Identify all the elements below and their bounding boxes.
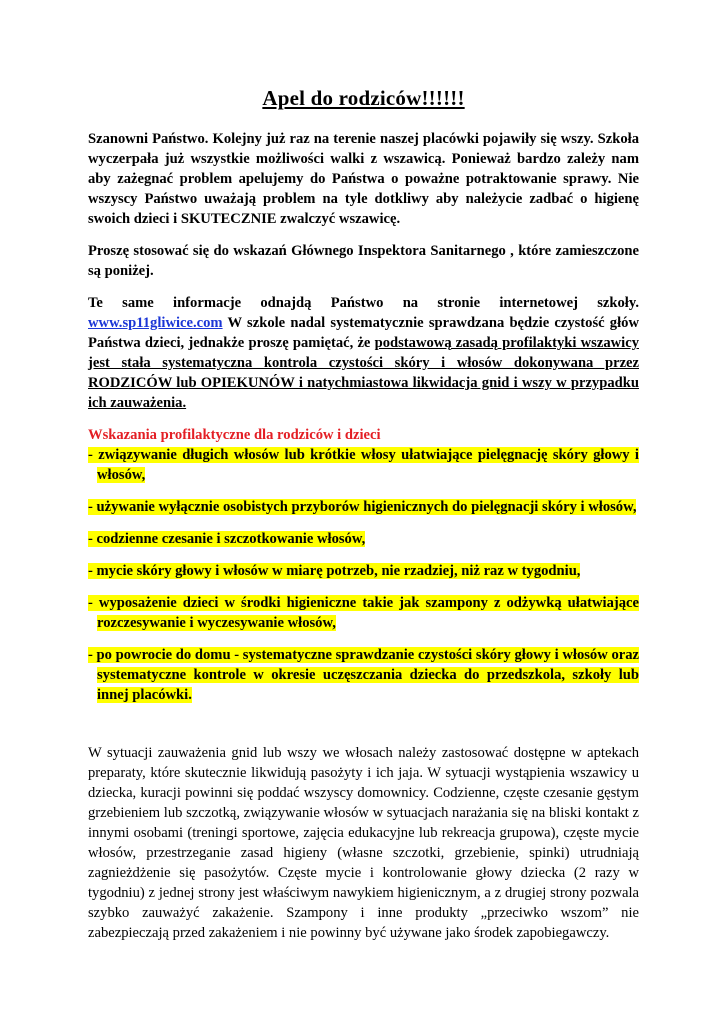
guideline-item-text: - wyposażenie dzieci w środki higieniczne takie jak szampony z odżywką ułatwiające rozczesywanie i wyczesywanie włosów, — [88, 595, 639, 631]
website-middle: W szkole nadal systematycznie sprawdzana będzie czystość głów Państwa dzieci, jednakże proszę pamiętać, że — [88, 315, 639, 351]
website-paragraph — [88, 293, 639, 413]
guideline-item-text: - po powrocie do domu - systematyczne sprawdzanie czystości skóry głowy i włosów oraz systematyczne kontrole w okresie uczęszczania dziecka do przedszkola, szkoły lub innej placówki. — [88, 647, 639, 703]
guidelines-heading: Wskazania profilaktyczne dla rodziców i dzieci — [88, 427, 381, 443]
guideline-item — [88, 497, 639, 517]
gis-paragraph: Proszę stosować się do wskazań Głównego Inspektora Sanitarnego , które zamieszczone są poniżej. — [88, 243, 639, 279]
guideline-item-text: - związywanie długich włosów lub krótkie włosy ułatwiające pielęgnację skóry głowy i włosów, — [88, 447, 639, 483]
guideline-item — [88, 645, 639, 705]
guideline-item — [88, 529, 639, 549]
guideline-item — [88, 445, 639, 485]
key-rule-text: podstawową zasadą profilaktyki wszawicy jest stała systematyczna kontrola czystości skóry i włosów dokonywana przez RODZICÓW lub OPIEKUNÓW i natychmiastowa likwidacja gnid i wszy w przypadku ich zauważenia. — [88, 335, 639, 411]
document-body — [88, 86, 639, 943]
guideline-item — [88, 561, 639, 581]
guideline-item — [88, 593, 639, 633]
guideline-item-text: - codzienne czesanie i szczotkowanie włosów, — [88, 531, 366, 547]
intro-paragraph: Szanowni Państwo. Kolejny już raz na terenie naszej placówki pojawiły się wszy. Szkoła wyczerpała już wszystkie możliwości walki z wszawicą. Ponieważ bardzo zależy nam aby zażegnać problem apelujemy do Państwa o poważne potraktowanie sprawy. Nie wszyscy Państwo uważają problem na tyle dotkliwy aby należycie zadbać o higienę swoich dzieci i SKUTECZNIE zwalczyć wszawicę. — [88, 131, 639, 227]
guideline-item-text: - używanie wyłącznie osobistych przyborów higienicznych do pielęgnacji skóry i włosów, — [88, 499, 637, 515]
website-lead: Te same informacje odnajdą Państwo na stronie internetowej szkoły. — [88, 295, 639, 311]
school-website-link[interactable]: www.sp11gliwice.com — [88, 315, 223, 331]
closing-paragraph: W sytuacji zauważenia gnid lub wszy we włosach należy zastosować dostępne w aptekach preparaty, które skutecznie likwidują pasożyty i ich jaja. W sytuacji wystąpienia wszawicy u dziecka, kuracji powinni się poddać wszyscy domownicy. Codzienne, częste czesanie gęstym grzebieniem lub szczotką, związywanie włosów w sytuacjach narażania się na bliski kontakt z innymi osobami (treningi sportowe, zajęcia edukacyjne lub rekreacja grupowa), częste mycie włosów, przestrzeganie zasad higieny (własne szczotki, grzebienie, spinki) utrudniają zagnieżdżenie się pasożytów. Częste mycie i kontrolowanie głowy dziecka (2 razy w tygodniu) z jednej strony jest właściwym nawykiem higienicznym, a z drugiej strony pozwala szybko zauważyć zakażenie. Szampony i inne produkty „przeciwko wszom” nie zabezpieczają przed zakażeniem i nie powinny być używane jako środek zapobiegawczy. — [88, 745, 639, 941]
guideline-item-text: - mycie skóry głowy i włosów w miarę potrzeb, nie rzadziej, niż raz w tygodniu, — [88, 563, 581, 579]
page-title: Apel do rodziców!!!!!! — [262, 86, 465, 110]
